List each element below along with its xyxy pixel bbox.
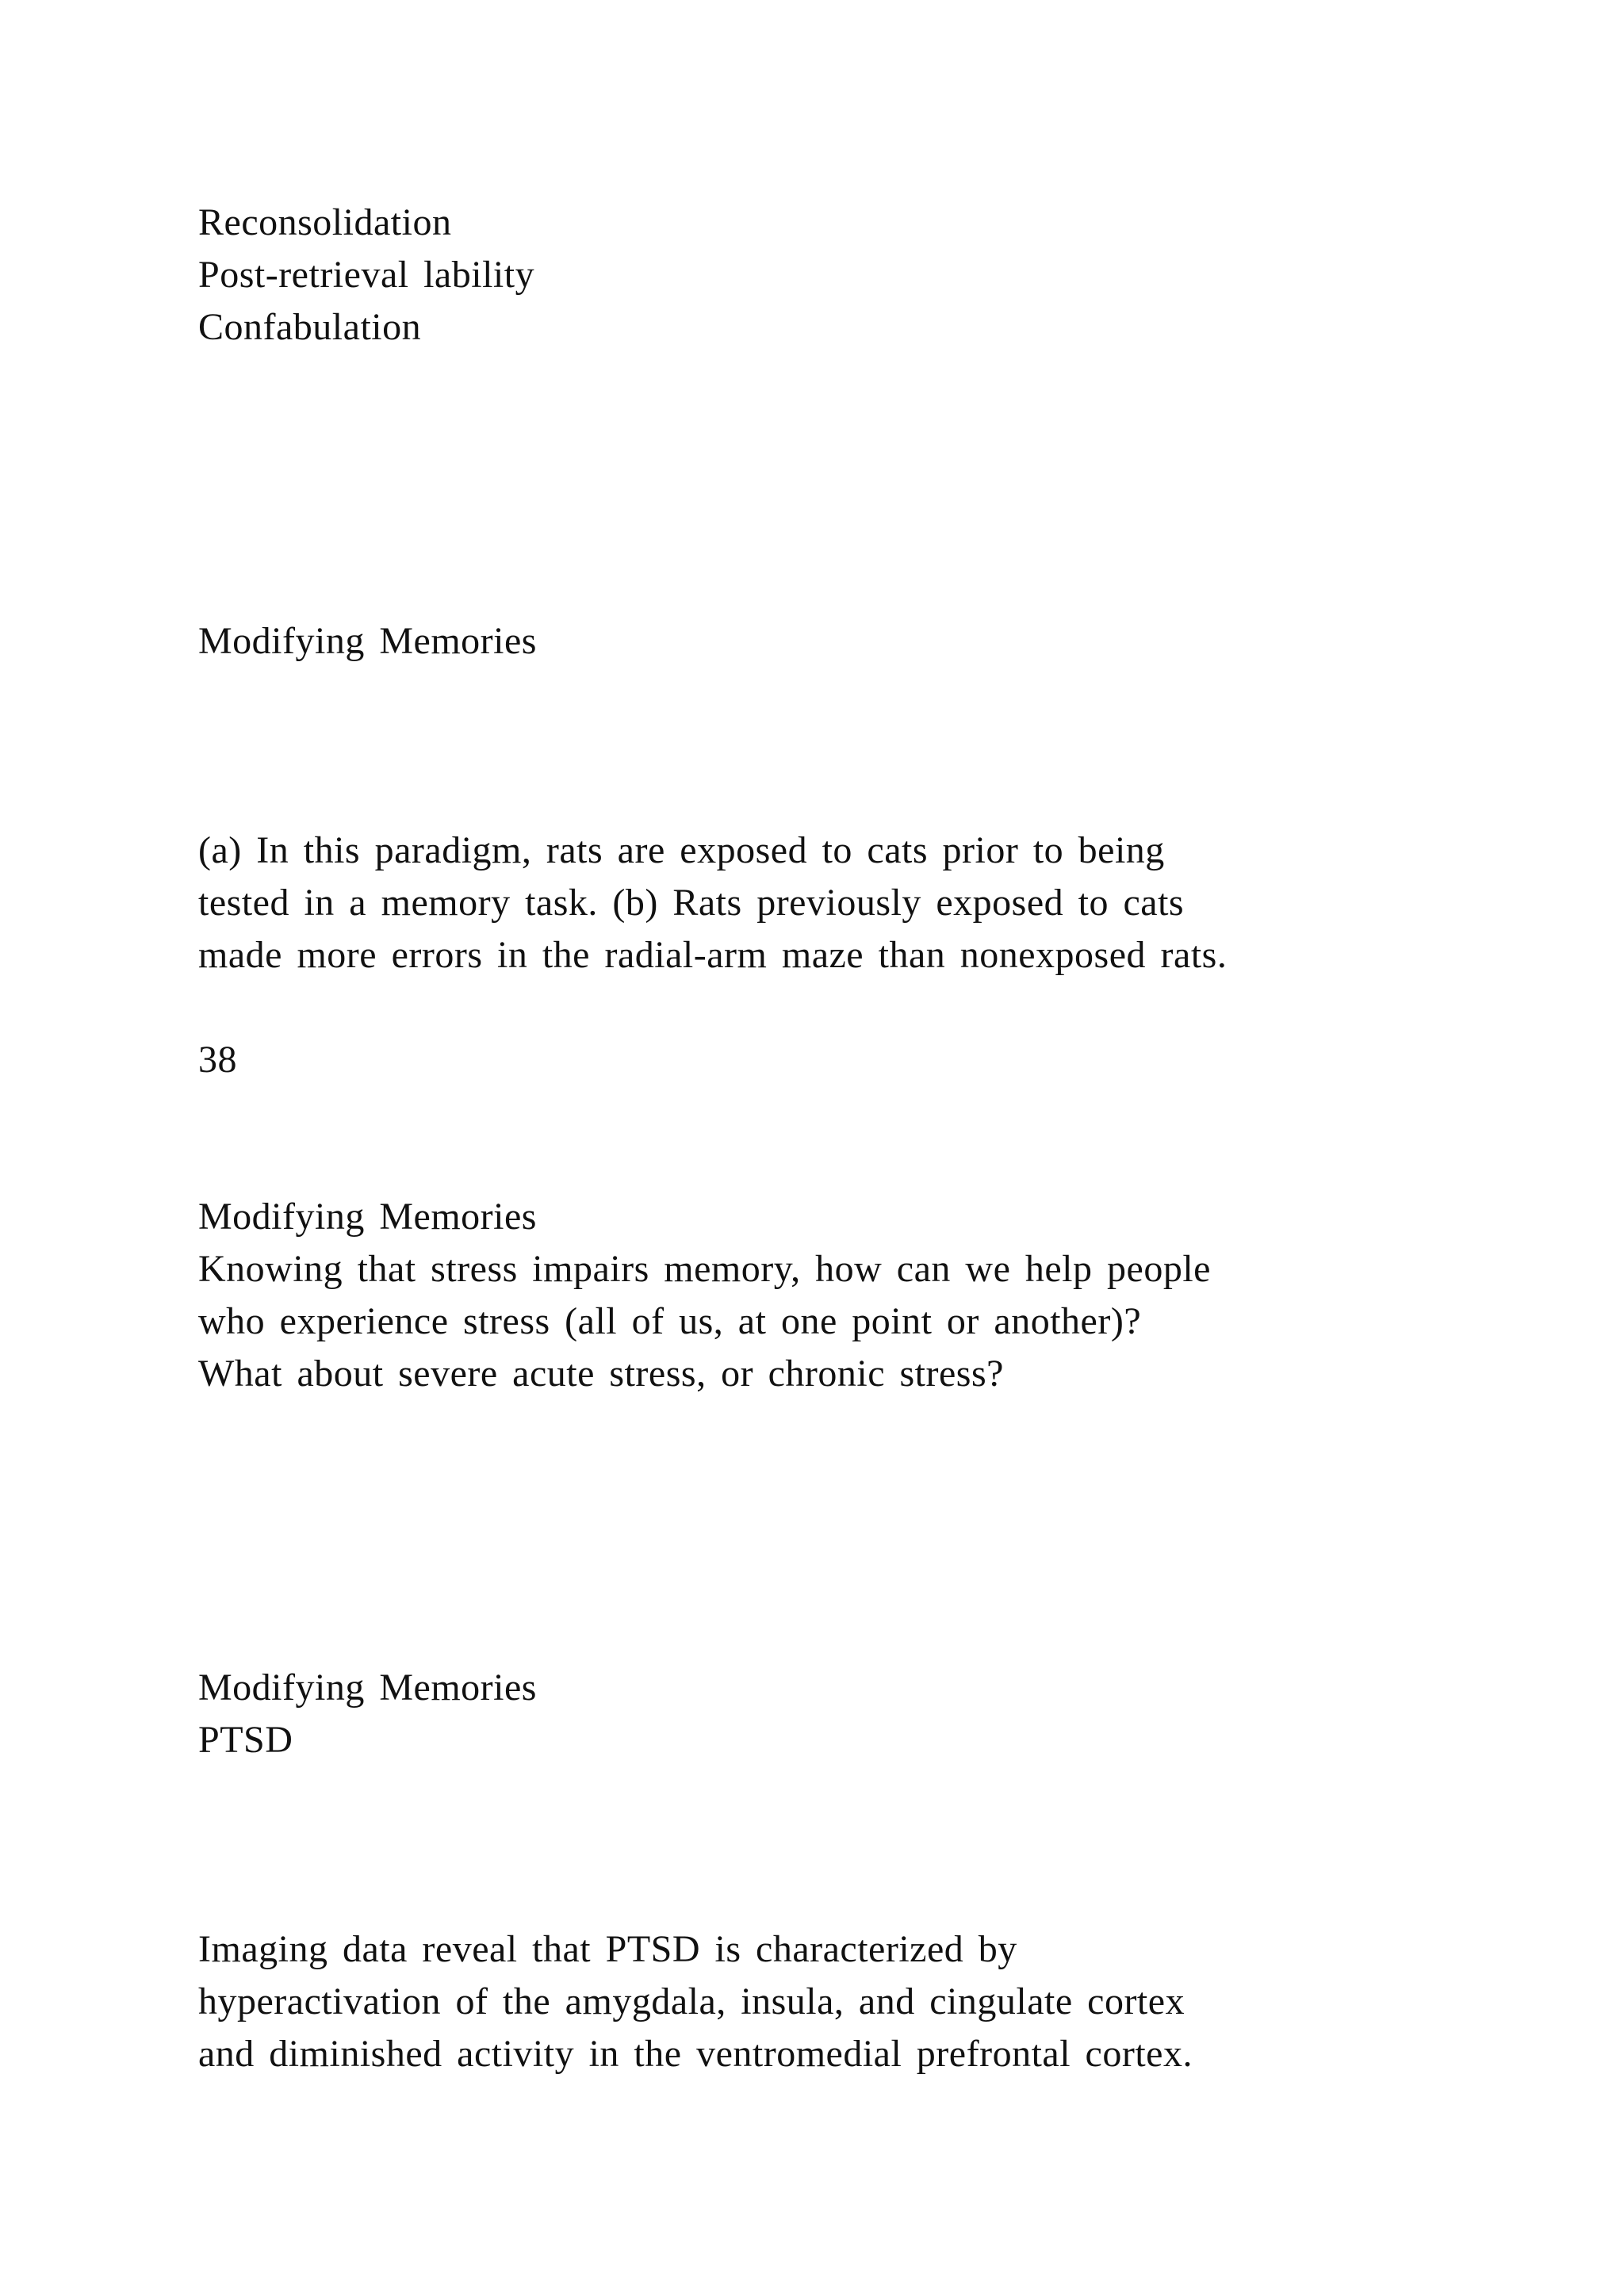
page-number: 38 bbox=[198, 1039, 237, 1081]
section-heading: Modifying Memories bbox=[198, 620, 537, 662]
caption-line: tested in a memory task. (b) Rats previously exposed to cats bbox=[198, 882, 1185, 924]
term-confabulation: Confabulation bbox=[198, 306, 422, 348]
caption-line: and diminished activity in the ventromedial prefrontal cortex. bbox=[198, 2033, 1193, 2075]
caption-line: Imaging data reveal that PTSD is characterized by bbox=[198, 1928, 1017, 1970]
section-heading: Modifying Memories bbox=[198, 1667, 537, 1709]
body-line: Knowing that stress impairs memory, how can we help people bbox=[198, 1248, 1211, 1290]
section-heading: Modifying Memories bbox=[198, 1196, 537, 1238]
caption-line: made more errors in the radial-arm maze than nonexposed rats. bbox=[198, 934, 1228, 976]
caption-line: hyperactivation of the amygdala, insula, and cingulate cortex bbox=[198, 1980, 1185, 2022]
body-line: who experience stress (all of us, at one point or another)? bbox=[198, 1300, 1142, 1342]
term-reconsolidation: Reconsolidation bbox=[198, 201, 452, 243]
caption-line: (a) In this paradigm, rats are exposed to cats prior to being bbox=[198, 829, 1165, 871]
body-line: What about severe acute stress, or chronic stress? bbox=[198, 1353, 1004, 1395]
term-post-retrieval-lability: Post-retrieval lability bbox=[198, 254, 535, 296]
topic-ptsd: PTSD bbox=[198, 1719, 293, 1761]
